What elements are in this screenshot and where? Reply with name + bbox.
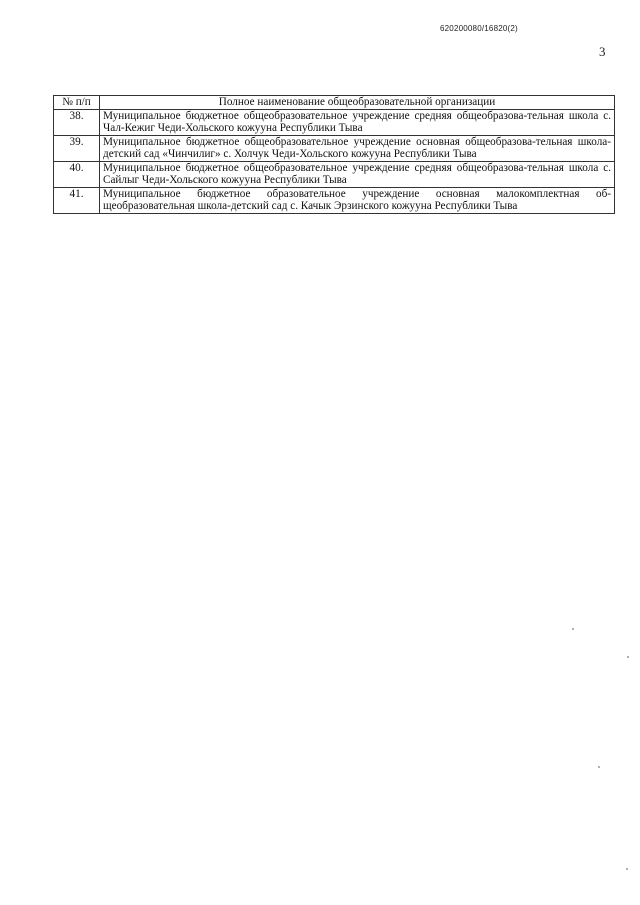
row-number: 38. [54,109,100,135]
document-id: 620200080/16820(2) [440,24,518,33]
organizations-table [53,95,615,214]
column-header-number: № п/п [54,96,100,110]
page-number: 3 [599,44,606,59]
organization-name: Муниципальное бюджетное общеобразовательное учреждение средняя общеобразова-тельная школа с. Чал-Кежиг Чеди-Хольского кожууна Республики Тыва [100,109,615,135]
table-header-row [54,96,615,110]
scan-speck [626,868,628,870]
organization-name: Муниципальное бюджетное общеобразовательное учреждение основная общеобразова-тельная школа-детский сад «Чинчилиг» с. Холчук Чеди-Хольского кожууна Республики Тыва [100,135,615,161]
table-row [54,109,615,135]
organization-name: Муниципальное бюджетное общеобразовательное учреждение средняя общеобразова-тельная школа с. Сайлыг Чеди-Хольского кожууна Республики Тыва [100,161,615,187]
table-row [54,135,615,161]
scan-speck [627,656,629,658]
organization-name: Муниципальное бюджетное образовательное учреждение основная малокомплектная об-щеобразовательная школа-детский сад с. Качык Эрзинского кожууна Республики Тыва [100,187,615,213]
row-number: 41. [54,187,100,213]
row-number: 39. [54,135,100,161]
table-row [54,161,615,187]
row-number: 40. [54,161,100,187]
table-row [54,187,615,213]
column-header-name: Полное наименование общеобразовательной организации [100,96,615,110]
scan-speck [572,628,574,630]
scan-speck [598,766,600,768]
